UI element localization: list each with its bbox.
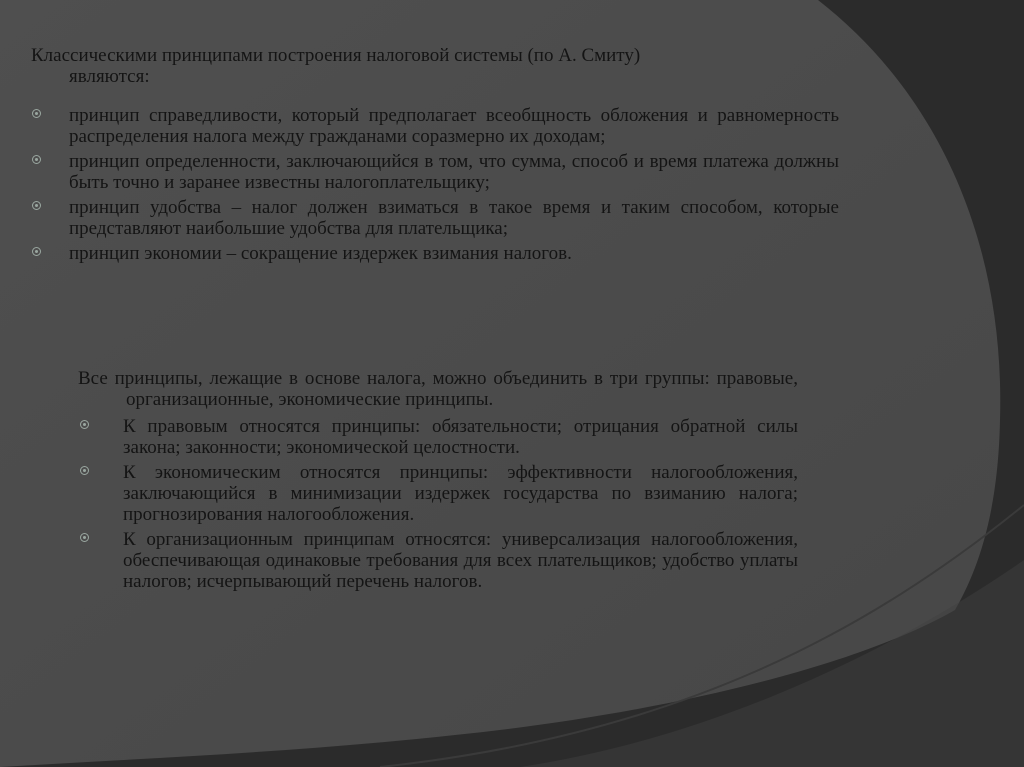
list-item [78,416,798,458]
list-item [31,105,839,147]
list-item-text: К экономическим относятся принципы: эффективности налогообложения, заключающийся в минимизации издержек государства по взиманию налога; прогнозирования налогообложения. [123,462,798,525]
circled-dot-bullet-icon [80,466,89,475]
list-item-text: К правовым относятся принципы: обязательности; отрицания обратной силы закона; законности; экономической целостности. [123,416,798,458]
intro-line-1: Классическими принципами построения налоговой системы (по А. Смиту) [31,45,641,66]
intro-line-2: являются: [69,66,150,87]
principle-groups-intro: Все принципы, лежащие в основе налога, можно объединить в три группы: правовые, организационные, экономические принципы. [78,368,798,410]
circled-dot-bullet-icon [32,109,41,118]
list-item-text: принцип удобства – налог должен взиматься в такое время и таким способом, которые представляют наибольшие удобства для плательщика; [69,197,839,239]
list-item-text: К организационным принципам относятся: универсализация налогообложения, обеспечивающая одинаковые требования для всех плательщиков; удобство уплаты налогов; исчерпывающий перечень налогов. [123,529,798,592]
circled-dot-bullet-icon [32,201,41,210]
list-item [31,151,839,193]
classical-principles-intro [31,45,839,87]
circled-dot-bullet-icon [80,533,89,542]
list-item [31,197,839,239]
classical-principles-block [31,45,839,268]
list-item-text: принцип справедливости, который предполагает всеобщность обложения и равномерность распределения налога между гражданами соразмерно их доходам; [69,105,839,147]
principle-groups-block [78,368,798,596]
principle-groups-list [78,416,798,592]
list-item [78,529,798,592]
circled-dot-bullet-icon [32,247,41,256]
circled-dot-bullet-icon [80,420,89,429]
circled-dot-bullet-icon [32,155,41,164]
list-item [78,462,798,525]
list-item-text: принцип определенности, заключающийся в том, что сумма, способ и время платежа должны быть точно и заранее известны налогоплательщику; [69,151,839,193]
list-item-text: принцип экономии – сокращение издержек взимания налогов. [69,243,572,264]
list-item [31,243,839,264]
classical-principles-list [31,105,839,264]
